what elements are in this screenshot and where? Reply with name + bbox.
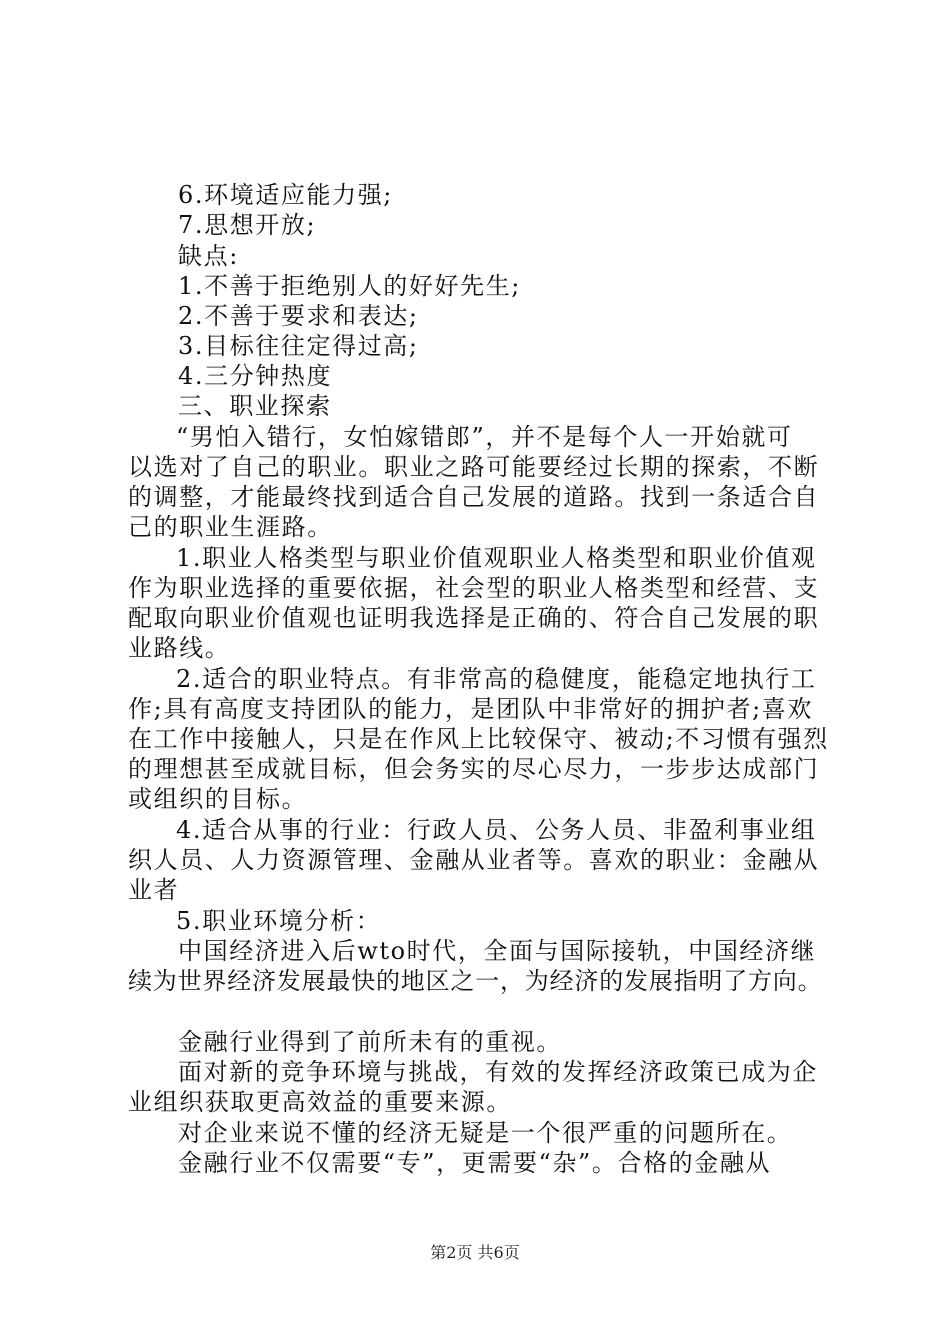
text-line: 4.适合从事的行业：行政人员、公务人员、非盈利事业组 <box>176 816 817 844</box>
text-line: 的调整，才能最终找到适合自己发展的道路。找到一条适合自 <box>128 483 820 511</box>
text-line: 面对新的竞争环境与挑战，有效的发挥经济政策已成为企 <box>178 1058 818 1086</box>
text-line: 己的职业生涯路。 <box>128 513 333 541</box>
text-line: 业组织获取更高效益的重要来源。 <box>128 1088 512 1116</box>
text-line: 织人员、人力资源管理、金融从业者等。喜欢的职业：金融从 <box>128 846 820 874</box>
text-line: 业者 <box>128 876 180 904</box>
text-line: 5.职业环境分析： <box>176 907 382 935</box>
text-line: 金融行业得到了前所未有的重视。 <box>178 1028 562 1056</box>
text-line: 缺点: <box>178 242 239 270</box>
text-line: 作为职业选择的重要依据，社会型的职业人格类型和经营、支 <box>128 574 820 602</box>
text-line: 作;具有高度支持团队的能力，是团队中非常好的拥护者;喜欢 <box>128 695 813 723</box>
text-line: 的理想甚至成就目标，但会务实的尽心尽力，一步步达成部门 <box>128 755 820 783</box>
text-line: 7.思想开放; <box>178 211 317 239</box>
text-line: 中国经济进入后wto时代，全面与国际接轨，中国经济继 <box>178 937 817 965</box>
section-heading: 三、职业探索 <box>178 392 332 420</box>
text-line: 1.不善于拒绝别人的好好先生; <box>178 272 521 300</box>
text-line: 2.适合的职业特点。有非常高的稳健度，能稳定地执行工 <box>176 665 817 693</box>
text-line: 6.环境适应能力强; <box>178 181 393 209</box>
text-line: 2.不善于要求和表达; <box>178 302 419 330</box>
text-line: 以选对了自己的职业。职业之路可能要经过长期的探索，不断 <box>128 453 820 481</box>
text-line: 业路线。 <box>128 634 231 662</box>
text-line: 对企业来说不懂的经济无疑是一个很严重的问题所在。 <box>178 1119 793 1147</box>
text-line: 1.职业人格类型与职业价值观职业人格类型和职业价值观 <box>176 544 817 572</box>
text-line: “男怕入错行，女怕嫁错郎”，并不是每个人一开始就可 <box>176 423 793 451</box>
page-footer: 第2页 共6页 <box>430 1243 520 1262</box>
text-line: 在工作中接触人，只是在作风上比较保守、被动;不习惯有强烈 <box>128 725 829 753</box>
text-line: 3.目标往往定得过高; <box>178 332 419 360</box>
text-line: 4.三分钟热度 <box>178 362 333 390</box>
text-line: 续为世界经济发展最快的地区之一，为经济的发展指明了方向。 <box>128 967 823 995</box>
text-line: 金融行业不仅需要“专”，更需要“杂”。合格的金融从 <box>178 1149 772 1177</box>
text-line: 或组织的目标。 <box>128 785 308 813</box>
text-line: 配取向职业价值观也证明我选择是正确的、符合自己发展的职 <box>128 604 820 632</box>
